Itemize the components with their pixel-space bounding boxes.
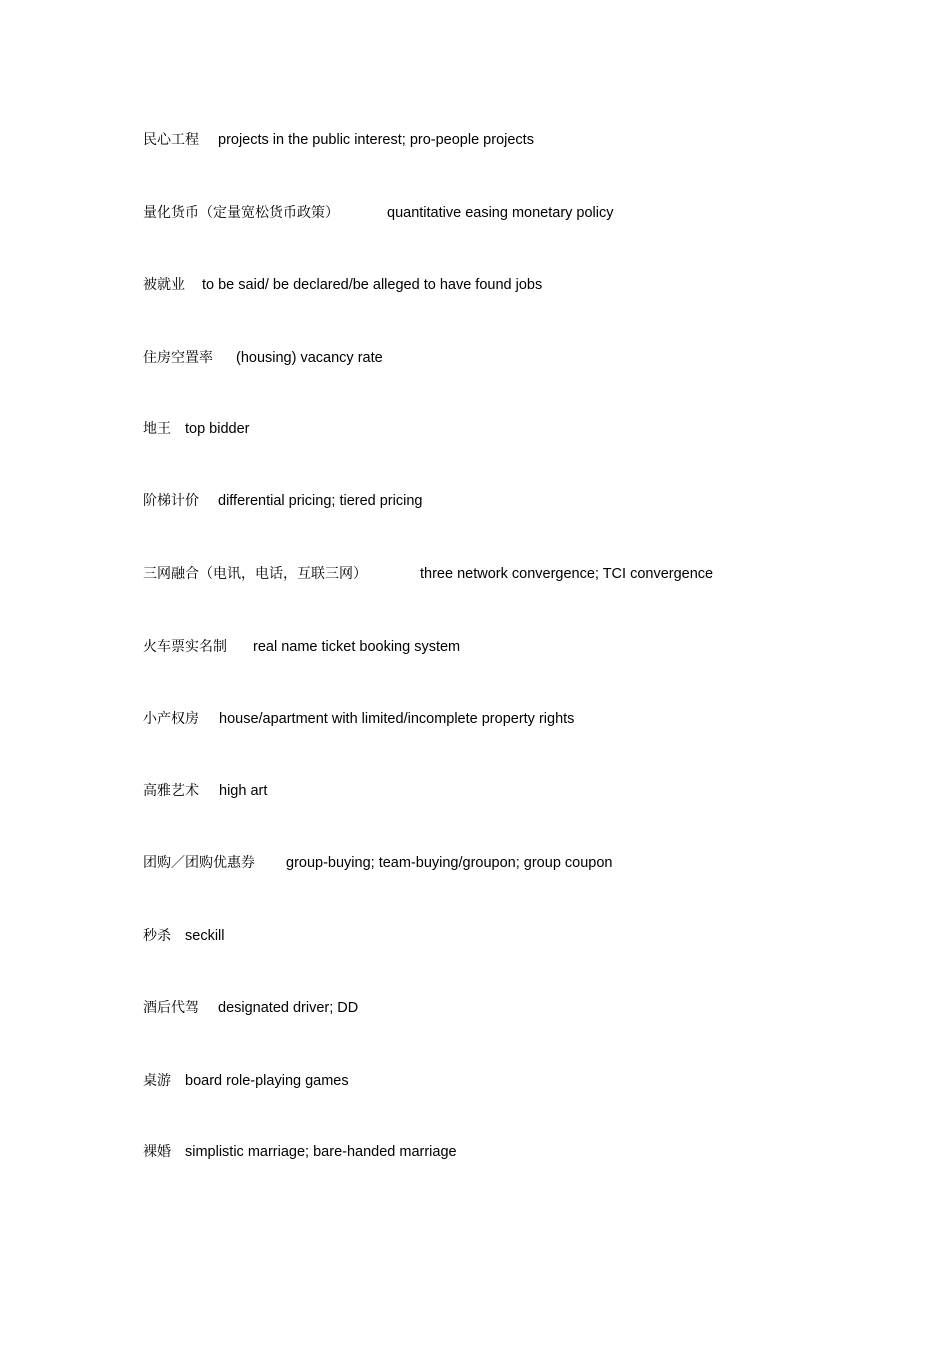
chinese-term: 地王: [143, 421, 171, 437]
chinese-term: 团购／团购优惠券: [143, 855, 255, 871]
english-translation: differential pricing; tiered pricing: [218, 493, 423, 509]
chinese-term: 住房空置率: [143, 350, 213, 366]
chinese-term: 民心工程: [143, 132, 199, 148]
chinese-term: 裸婚: [143, 1144, 171, 1160]
english-translation: three network convergence; TCI convergence: [420, 566, 714, 582]
chinese-term: 被就业: [143, 277, 185, 293]
chinese-term: 秒杀: [143, 928, 171, 944]
chinese-term: 小产权房: [143, 711, 199, 727]
english-translation: top bidder: [185, 421, 250, 437]
chinese-term: 三网融合（电讯，电话，互联三网）: [143, 566, 367, 582]
chinese-term: 酒后代驾: [143, 1000, 199, 1016]
chinese-term: 高雅艺术: [143, 783, 199, 799]
english-translation: group-buying; team-buying/groupon; group coupon: [286, 855, 613, 871]
english-translation: designated driver; DD: [218, 1000, 359, 1016]
chinese-term: 阶梯计价: [143, 493, 199, 509]
english-translation: high art: [219, 783, 268, 799]
english-translation: real name ticket booking system: [253, 639, 461, 655]
english-translation: house/apartment with limited/incomplete property rights: [219, 711, 575, 727]
chinese-term: 量化货币（定量宽松货币政策）: [143, 205, 339, 221]
english-translation: projects in the public interest; pro-people projects: [218, 132, 534, 148]
english-translation: quantitative easing monetary policy: [387, 205, 614, 221]
english-translation: to be said/ be declared/be alleged to have found jobs: [202, 277, 543, 293]
english-translation: (housing) vacancy rate: [236, 350, 383, 366]
chinese-term: 桌游: [143, 1073, 171, 1089]
english-translation: board role-playing games: [185, 1073, 349, 1089]
english-translation: seckill: [185, 928, 225, 944]
english-translation: simplistic marriage; bare-handed marriage: [185, 1144, 457, 1160]
chinese-term: 火车票实名制: [143, 639, 227, 655]
